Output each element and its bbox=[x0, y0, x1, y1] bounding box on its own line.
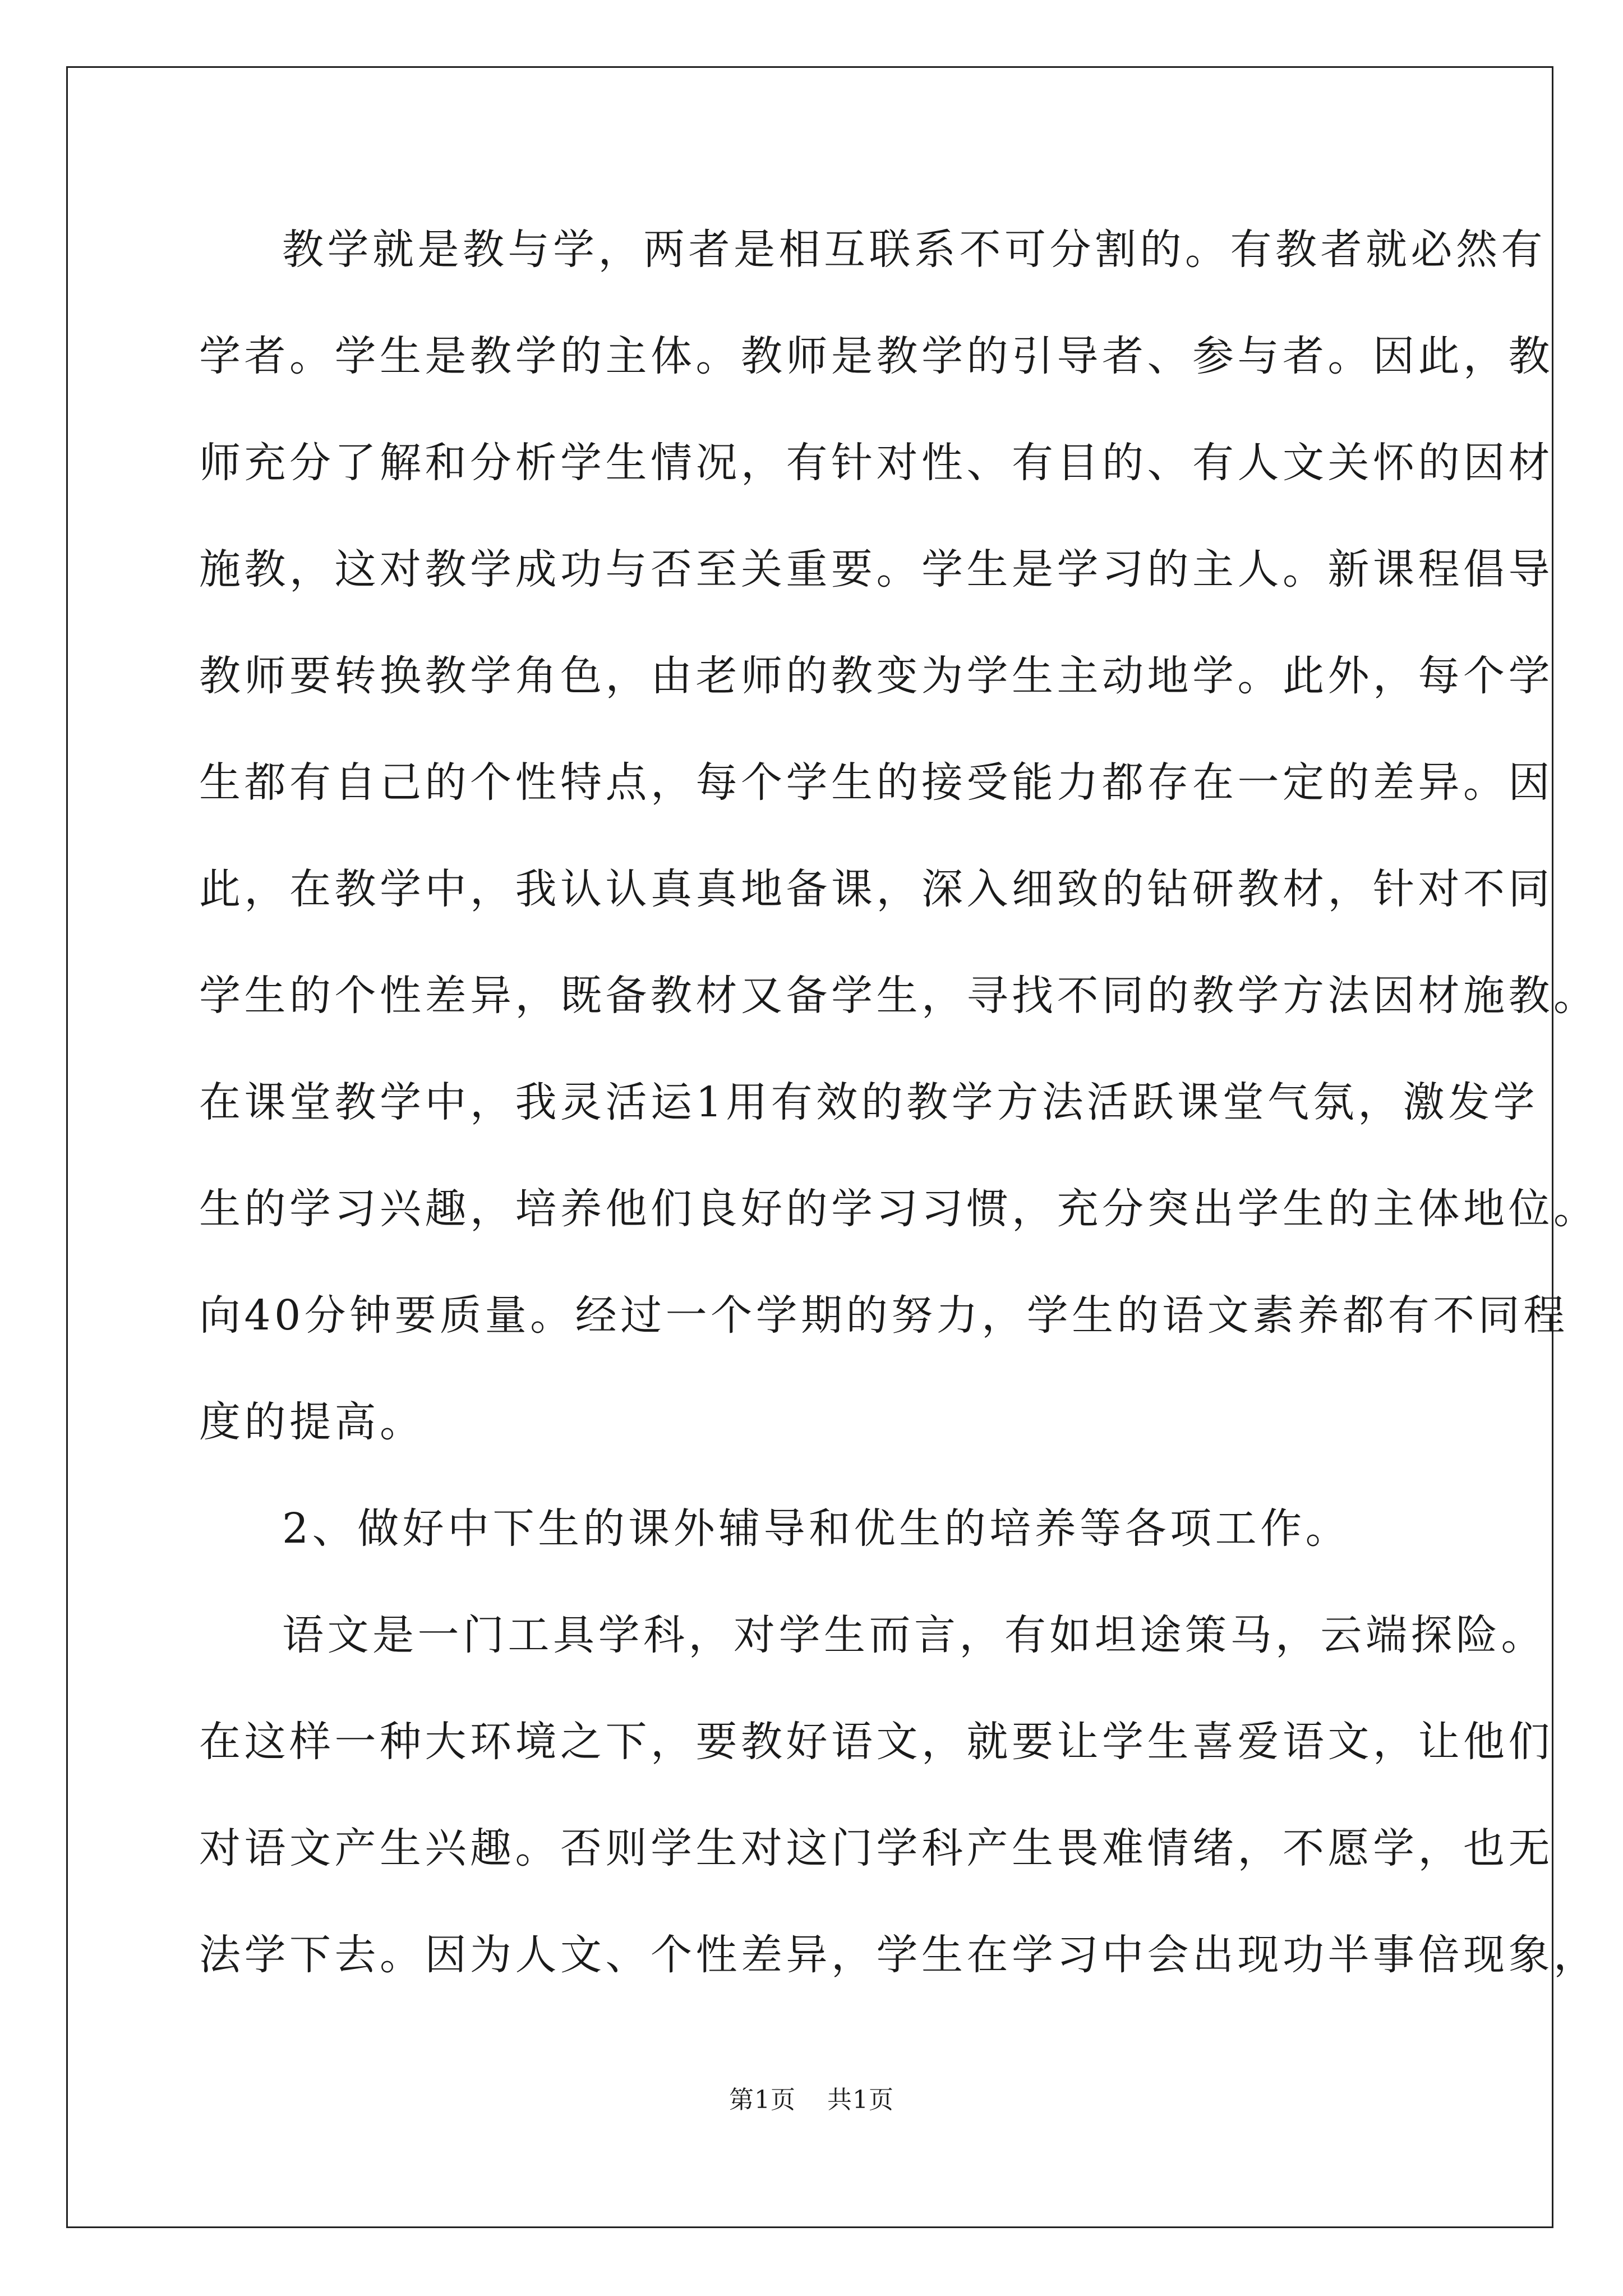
text-line: 向40分钟要质量。经过一个学期的努力，学生的语文素养都有不同程 bbox=[199, 1291, 1569, 1340]
text-line: 2、做好中下生的课外辅导和优生的培养等各项工作。 bbox=[282, 1504, 1351, 1553]
text-line: 施教，这对教学成功与否至关重要。学生是学习的主人。新课程倡导 bbox=[199, 545, 1553, 593]
page-number-current: 第1页 bbox=[729, 2086, 796, 2114]
page-footer bbox=[0, 2083, 1623, 2117]
text-line: 此，在教学中，我认认真真地备课，深入细致的钻研教材，针对不同 bbox=[199, 865, 1553, 913]
text-line: 对语文产生兴趣。否则学生对这门学科产生畏难情绪，不愿学，也无 bbox=[199, 1824, 1553, 1872]
text-line: 在这样一种大环境之下，要教好语文，就要让学生喜爱语文，让他们 bbox=[199, 1718, 1553, 1766]
page-number-total: 共1页 bbox=[827, 2086, 894, 2114]
text-line: 语文是一门工具学科，对学生而言，有如坦途策马，云端探险。 bbox=[282, 1611, 1546, 1659]
page-border bbox=[66, 66, 1553, 2228]
text-line: 在课堂教学中，我灵活运1用有效的教学方法活跃课堂气氛，激发学 bbox=[199, 1078, 1539, 1126]
text-line: 教学就是教与学，两者是相互联系不可分割的。有教者就必然有 bbox=[282, 226, 1546, 274]
text-line: 生都有自己的个性特点，每个学生的接受能力都存在一定的差异。因 bbox=[199, 758, 1553, 807]
text-line: 法学下去。因为人文、个性差异，学生在学习中会出现功半事倍现象， bbox=[199, 1931, 1599, 1979]
text-line: 度的提高。 bbox=[199, 1398, 425, 1446]
text-line: 学者。学生是教学的主体。教师是教学的引导者、参与者。因此，教 bbox=[199, 332, 1553, 380]
text-line: 师充分了解和分析学生情况，有针对性、有目的、有人文关怀的因材 bbox=[199, 439, 1553, 487]
text-line: 教师要转换教学角色，由老师的教变为学生主动地学。此外，每个学 bbox=[199, 652, 1553, 700]
text-line: 学生的个性差异，既备教材又备学生，寻找不同的教学方法因材施教。 bbox=[199, 972, 1599, 1020]
text-line: 生的学习兴趣，培养他们良好的学习习惯，充分突出学生的主体地位。 bbox=[199, 1185, 1599, 1233]
